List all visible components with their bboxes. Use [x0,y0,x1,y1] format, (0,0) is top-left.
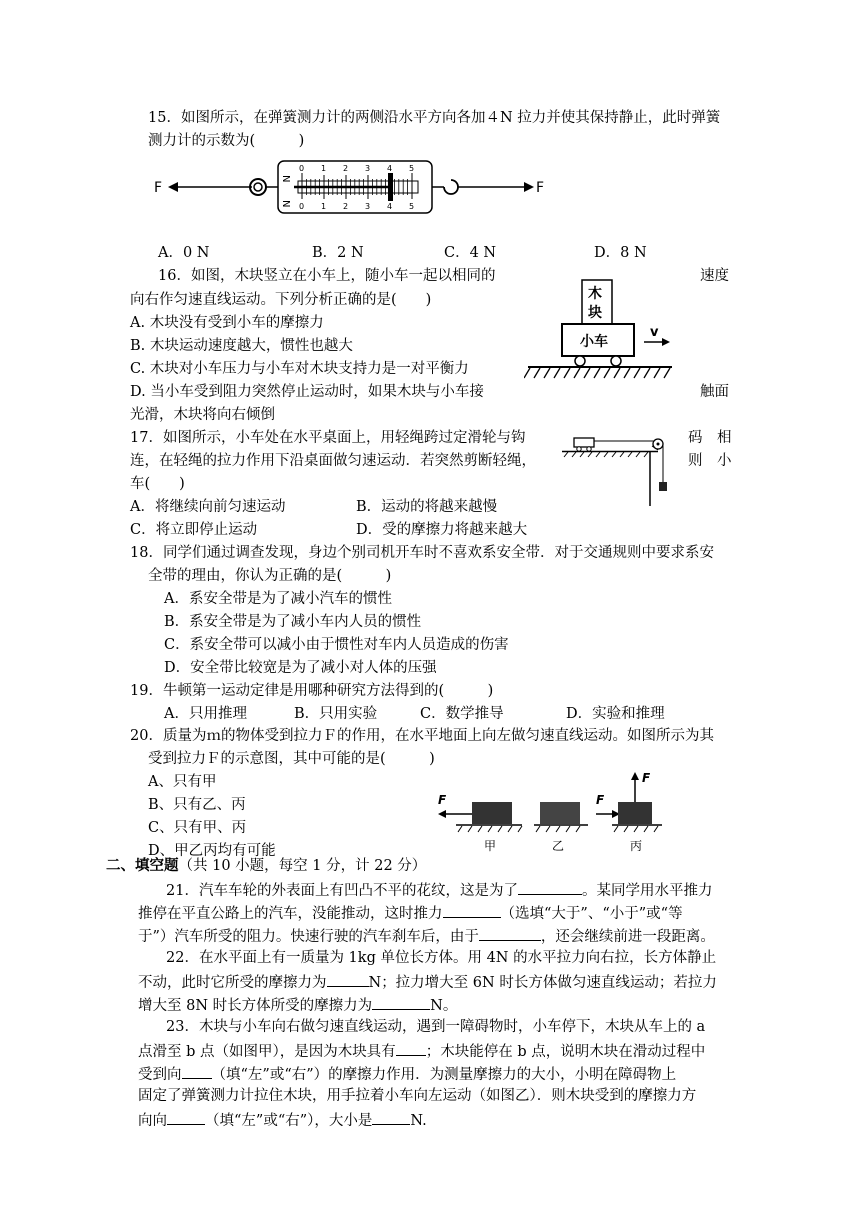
cart-label: 小车 [580,334,608,350]
q22-blank-2[interactable] [372,994,430,1010]
q22-text-2a: 不动，此时它所受的摩擦力为 [138,975,327,991]
tick-bottom-1: 1 [321,202,327,211]
q23-blank-2[interactable] [182,1063,212,1079]
spring-scale-figure [152,153,572,223]
q23-text-2b: ；木块能停在 b 点，说明木块在滑动过程中 [425,1044,706,1060]
q16-option-a: A. 木块没有受到小车的摩擦力 [130,315,324,331]
force-label-bing-up: F [642,771,651,785]
q21-text-1a: 21．汽车车轮的外表面上有凹凸不平的花纹，这是为了 [166,883,518,899]
q19-option-c: C．数学推导 [420,706,504,722]
tick-top-0: 0 [299,164,305,173]
q20-option-c: C、只有甲、丙 [148,820,247,836]
tick-bottom-2: 2 [343,202,349,211]
q22-line2 [138,971,717,993]
tick-bottom-0: 0 [299,202,305,211]
unit-label-bottom: N [280,200,291,208]
q21-blank-1[interactable] [518,879,582,895]
q17-option-a: A．将继续向前匀速运动 [130,499,286,515]
q23-line1: 23．木块与小车向右做匀速直线运动，遇到一障碍物时，小车停下，木块从车上的 a [166,1019,706,1035]
q15-line1: 15．如图所示，在弹簧测力计的两侧沿水平方向各加４N 拉力并使其保持静止，此时弹簧 [148,110,721,126]
q21-text-1b: 。某同学用水平推力 [581,883,713,899]
q18-option-c: C．系安全带可以减小由于惯性对车内人员造成的伤害 [164,637,509,653]
tick-top-1: 1 [321,164,327,173]
q23-blank-1[interactable] [396,1040,426,1056]
q16-option-b: B. 木块运动速度越大，惯性也越大 [130,338,353,354]
tick-bottom-3: 3 [365,202,371,211]
q16-line1-end: 速度 [700,268,729,284]
q15-option-c: C．4 N [444,245,497,261]
q20-line2: 受到拉力Ｆ的示意图，其中可能的是( ) [148,751,435,767]
q21-blank-2[interactable] [443,902,501,918]
q20-line1: 20．质量为ｍ的物体受到拉力Ｆ的作用，在水平地面上向左做匀速直线运动。如图所示为其 [130,728,714,744]
q16-option-d-cont: 光滑，木块将向右倾倒 [130,407,275,423]
pulley-figure [560,430,675,510]
q20-option-b: B、只有乙、丙 [148,797,246,813]
q15-option-b: B．2 N [312,245,364,261]
tick-top-3: 3 [365,164,371,173]
q20-option-a: A、只有甲 [148,774,217,790]
q23-line3 [138,1063,676,1085]
q23-blank-3[interactable] [167,1109,205,1125]
force-diagram-figure [436,770,676,854]
q21-text-2a: 推停在平直公路上的汽车，没能推动，这时推力 [138,906,443,922]
force-label-jia: F [438,793,447,807]
q19-option-d: D．实验和推理 [566,706,665,722]
q18-option-a: A．系安全带是为了减小汽车的惯性 [164,591,392,607]
force-label-bing-left: F [596,793,605,807]
q21-text-3a: 于”）汽车所受的阻力。快速行驶的汽车刹车后，由于 [138,929,479,945]
q17-option-d: D．受的摩擦力将越来越大 [356,522,528,538]
block-label-1: 木 [588,286,602,302]
label-yi: 乙 [552,839,565,853]
tick-bottom-4: 4 [387,202,393,211]
q22-blank-1[interactable] [327,971,369,987]
tick-bottom-5: 5 [409,202,415,211]
section-title: 二、填空题 [106,857,179,874]
unit-label-top: N [280,175,291,183]
q23-text-3b: （填“左”或“右”）的摩擦力作用．为测量摩擦力的大小，小明在障碍物上 [211,1067,677,1083]
q21-text-2b: （选填“大于”、“小于”或“等 [500,906,683,922]
q17-line3: 车( ) [130,476,185,492]
q17-line1-end: 码 相 [688,430,732,446]
q21-line2 [138,902,683,924]
q22-line3 [138,994,457,1016]
q17-line1: 17．如图所示，小车处在水平桌面上，用轻绳跨过定滑轮与钩 [130,430,526,446]
diagram-bing [596,771,662,853]
tick-top-2: 2 [343,164,349,173]
diagram-jia [438,793,522,853]
diagram-yi [534,802,588,853]
tick-top-4: 4 [387,164,393,173]
section-desc: （共 10 小题，每空 1 分，计 22 分） [178,858,427,874]
q16-option-d: D. 当小车受到阻力突然停止运动时，如果木块与小车接 [130,384,484,400]
q21-line1 [166,879,712,901]
q23-line4: 固定了弹簧测力计拉住木块，用手拉着小车向左运动（如图乙）．则木块受到的摩擦力方 [138,1088,697,1104]
cart-block-figure [524,278,674,383]
q22-line1: 22．在水平面上有一质量为 1kg 单位长方体。用 4N 的水平拉力向右拉，长方体静止 [166,950,717,966]
q18-option-d: D．安全带比较宽是为了减小对人体的压强 [164,660,437,676]
q23-text-5c: N. [410,1113,427,1129]
q16-option-c: C. 木块对小车压力与小车对木块支持力是一对平衡力 [130,361,469,377]
q15-option-a: A．0 N [158,245,210,261]
q23-text-5b: （填“左”或“右”），大小是 [205,1113,373,1129]
q19-option-a: A．只用推理 [164,706,247,722]
q17-option-c: C．将立即停止运动 [130,522,258,538]
q23-text-3a: 受到向 [138,1067,182,1083]
q16-option-d-end: 触面 [700,384,729,400]
q23-text-2a: 点滑至 b 点（如图甲），是因为木块具有 [138,1044,396,1060]
q18-line2: 全带的理由，你认为正确的是( ) [148,568,392,584]
force-label-right: F [536,180,545,196]
q17-option-b: B．运动的将越来越慢 [356,499,498,515]
label-jia: 甲 [484,839,497,853]
q23-text-5a: 向向 [138,1113,167,1129]
tick-top-5: 5 [409,164,415,173]
q16-line1: 16．如图，木块竖立在小车上，随小车一起以相同的 [158,268,496,284]
q18-line1: 18．同学们通过调查发现，身边个别司机开车时不喜欢系安全带．对于交通规则中要求系安 [130,545,714,561]
q20-option-d: D、甲乙丙均有可能 [148,843,276,859]
q17-line2: 连，在轻绳的拉力作用下沿桌面做匀速运动．若突然剪断轻绳， [130,453,536,469]
q23-line5 [138,1109,427,1131]
q19-option-b: B．只用实验 [294,706,378,722]
q19-line1: 19．牛顿第一运动定律是用哪种研究方法得到的( ) [130,683,494,699]
block-label-2: 块 [588,305,602,321]
velocity-label: v [650,325,659,340]
q15-line2: 测力计的示数为( ) [148,133,305,149]
q15-option-d: D．8 N [594,245,647,261]
q22-text-3a: 增大至 8N 时长方体所受的摩擦力为 [138,998,373,1014]
force-label-left: F [154,180,163,196]
q21-blank-3[interactable] [479,925,541,941]
q18-option-b: B．系安全带是为了减小车内人员的惯性 [164,614,422,630]
q23-blank-4[interactable] [372,1109,410,1125]
label-bing: 丙 [630,839,643,853]
section-header [106,856,426,876]
q21-text-3b: ，还会继续前进一段距离。 [540,929,715,945]
q16-line2: 向右作匀速直线运动。下列分析正确的是( ) [130,292,432,308]
q22-text-2b: N；拉力增大至 6N 时长方体做匀速直线运动；若拉力 [368,975,717,991]
q17-line2-end: 则 小 [688,453,732,469]
q23-line2 [138,1040,705,1062]
q22-text-3b: N。 [430,998,458,1014]
q21-line3 [138,925,715,947]
